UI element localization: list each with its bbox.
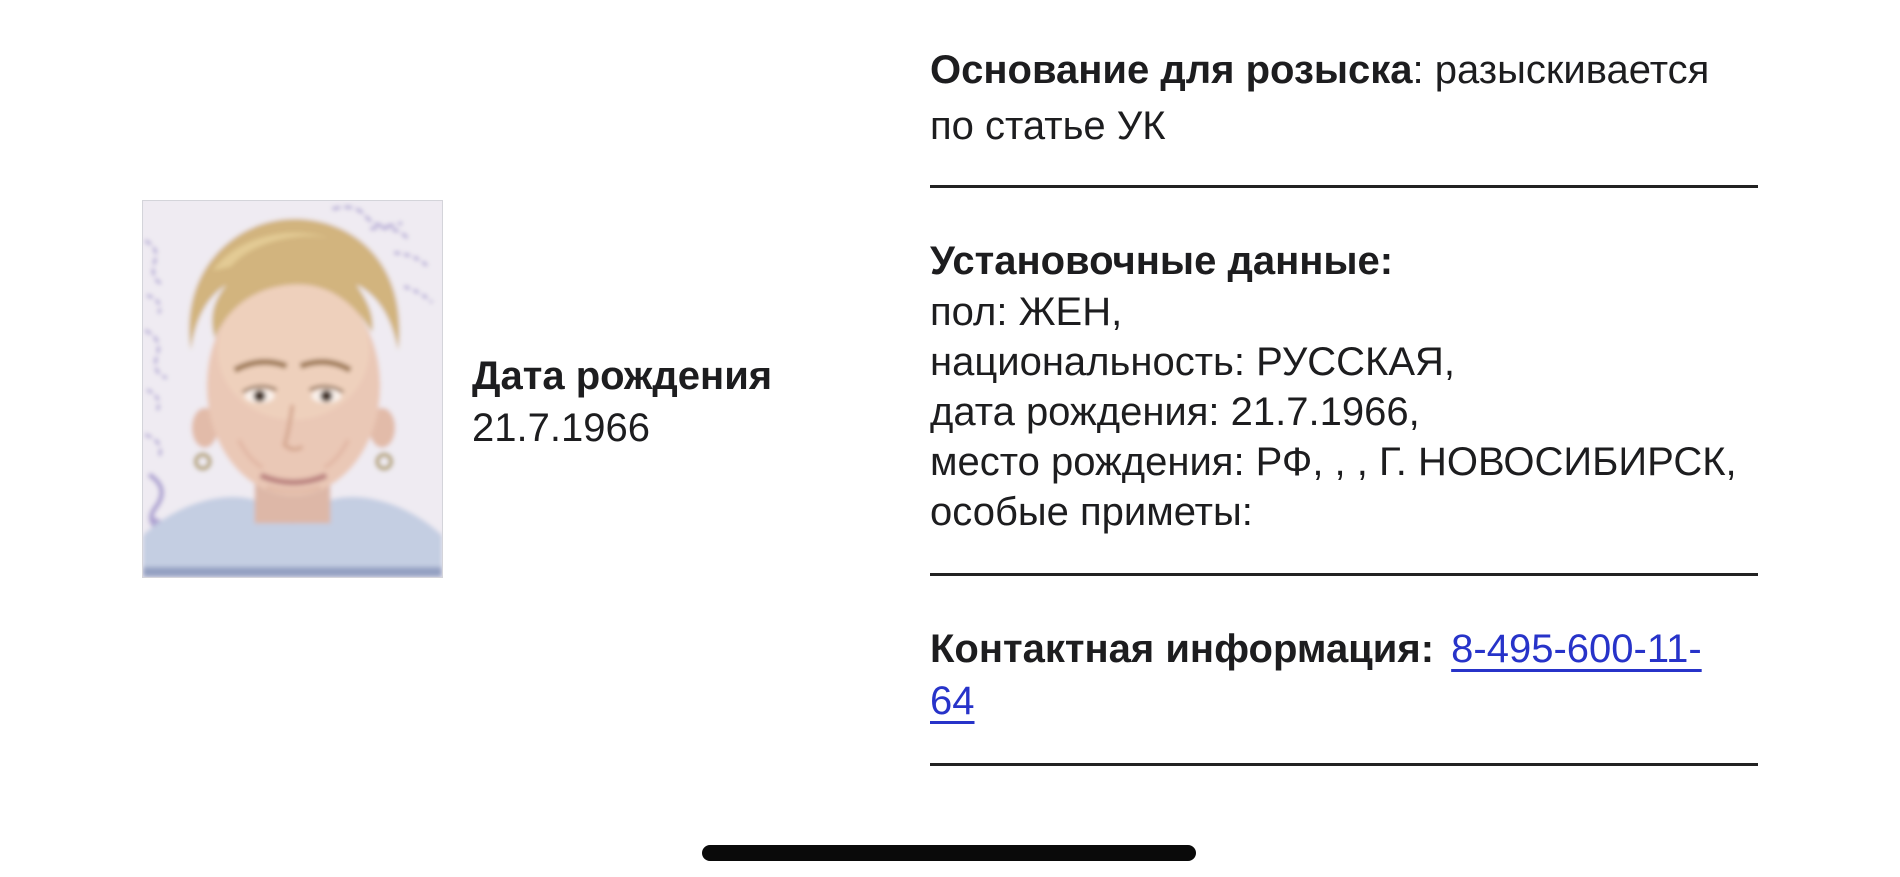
suspect-photo-drawing [143,201,442,577]
contact-info-label: Контактная информация: [930,627,1435,671]
detail-line-nationality: национальность: РУССКАЯ, [930,340,1456,384]
suspect-photo [142,200,443,578]
detail-line-gender: пол: ЖЕН, [930,290,1123,334]
detail-line-birthdate: дата рождения: 21.7.1966, [930,390,1420,434]
wanted-basis-label: Основание для розыска [930,48,1413,92]
bottom-bar [702,845,1196,861]
phone-link-line2[interactable]: 64 [930,679,975,723]
dob-value: 21.7.1966 [472,406,650,450]
phone-link-line1[interactable]: 8-495-600-11- [1451,627,1702,671]
divider-3 [930,763,1758,766]
identifying-data-heading: Установочные данные: [930,239,1394,283]
wanted-basis-value-line2: по статье УК [930,104,1166,148]
details-column [930,0,1758,766]
divider-2 [930,573,1758,576]
wanted-basis [930,42,1758,154]
wanted-basis-value: : разыскивается [1412,48,1710,92]
dob-block [472,350,772,454]
contact-info [930,623,1758,727]
detail-line-birthplace: место рождения: РФ, , , Г. НОВОСИБИРСК, [930,440,1737,484]
detail-line-special-marks: особые приметы: [930,490,1253,534]
dob-label: Дата рождения [472,354,773,398]
divider-1 [930,185,1758,188]
